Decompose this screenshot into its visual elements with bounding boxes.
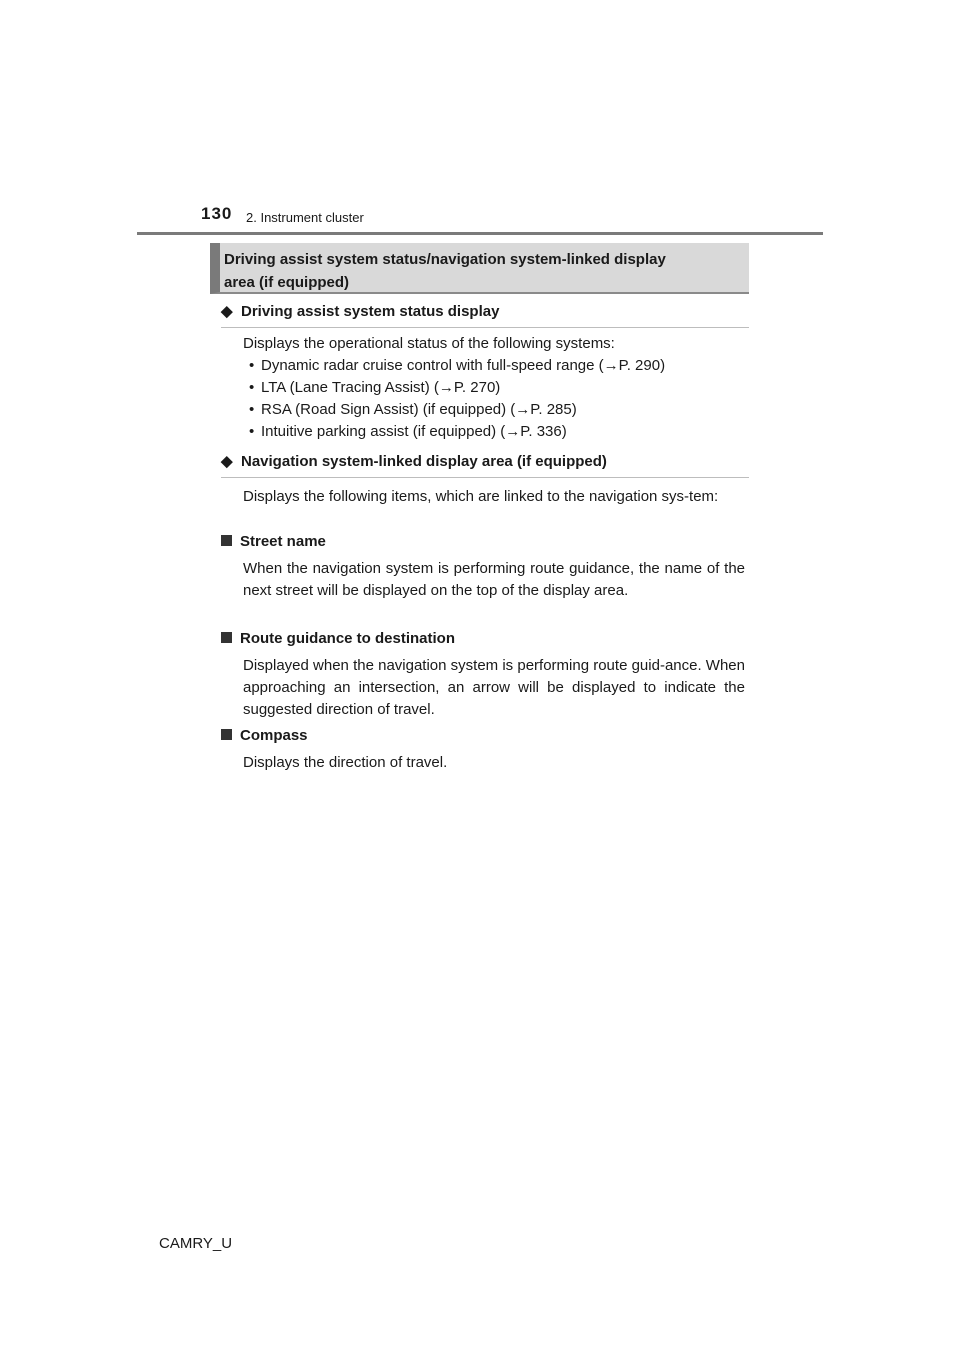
street-name-heading (221, 532, 749, 552)
compass-heading (221, 726, 749, 746)
navigation-title: Navigation system-linked display area (if equipped) (241, 453, 607, 470)
bullet-icon: • (249, 401, 255, 418)
bullet-text: LTA (Lane Tracing Assist) (→P. 270) (261, 379, 501, 396)
topic-heading-line2: area (if equipped) (224, 274, 350, 291)
street-name-text: When the navigation system is performing route guidance, the name of the next street will be displayed on the top of the display area. (243, 560, 745, 599)
topic-heading (224, 248, 742, 294)
compass-text: Displays the direction of travel. (243, 754, 448, 771)
diamond-icon: ◆ (221, 453, 233, 470)
driving-assist-subheading (221, 302, 749, 328)
square-bullet-icon (221, 535, 232, 546)
bullet-icon: • (249, 423, 255, 440)
bullet-icon: • (249, 379, 255, 396)
list-item (243, 377, 749, 399)
list-item (243, 421, 749, 443)
driving-assist-list (243, 355, 749, 443)
street-name-title: Street name (240, 533, 326, 550)
header-divider (137, 232, 823, 235)
driving-assist-intro: Displays the operational status of the following systems: (243, 335, 615, 352)
bullet-text: RSA (Road Sign Assist) (if equipped) (→P. 285) (261, 401, 577, 418)
topic-heading-line1: Driving assist system status/navigation system-linked display (224, 251, 666, 268)
navigation-intro: Displays the following items, which are linked to the navigation sys-tem: (243, 488, 719, 505)
route-guidance-text: Displayed when the navigation system is performing route guid-ance. When approaching an intersection, an arrow will be displayed to indicate the suggested direction of travel. (243, 657, 745, 718)
square-bullet-icon (221, 729, 232, 740)
page-number: 130 (201, 204, 233, 223)
list-item (243, 399, 749, 421)
navigation-subheading (221, 452, 749, 478)
driving-assist-title: Driving assist system status display (241, 303, 500, 320)
bullet-icon: • (249, 357, 255, 374)
list-item (243, 355, 749, 377)
diamond-icon: ◆ (221, 303, 233, 320)
section-title: 2. Instrument cluster (246, 210, 364, 225)
compass-title: Compass (240, 727, 308, 744)
route-guidance-heading (221, 629, 749, 649)
bullet-text: Dynamic radar cruise control with full-speed range (→P. 290) (261, 357, 666, 374)
footer-code: CAMRY_U (159, 1235, 233, 1252)
route-guidance-title: Route guidance to destination (240, 630, 456, 647)
square-bullet-icon (221, 632, 232, 643)
bullet-text: Intuitive parking assist (if equipped) (→P. 336) (261, 423, 567, 440)
